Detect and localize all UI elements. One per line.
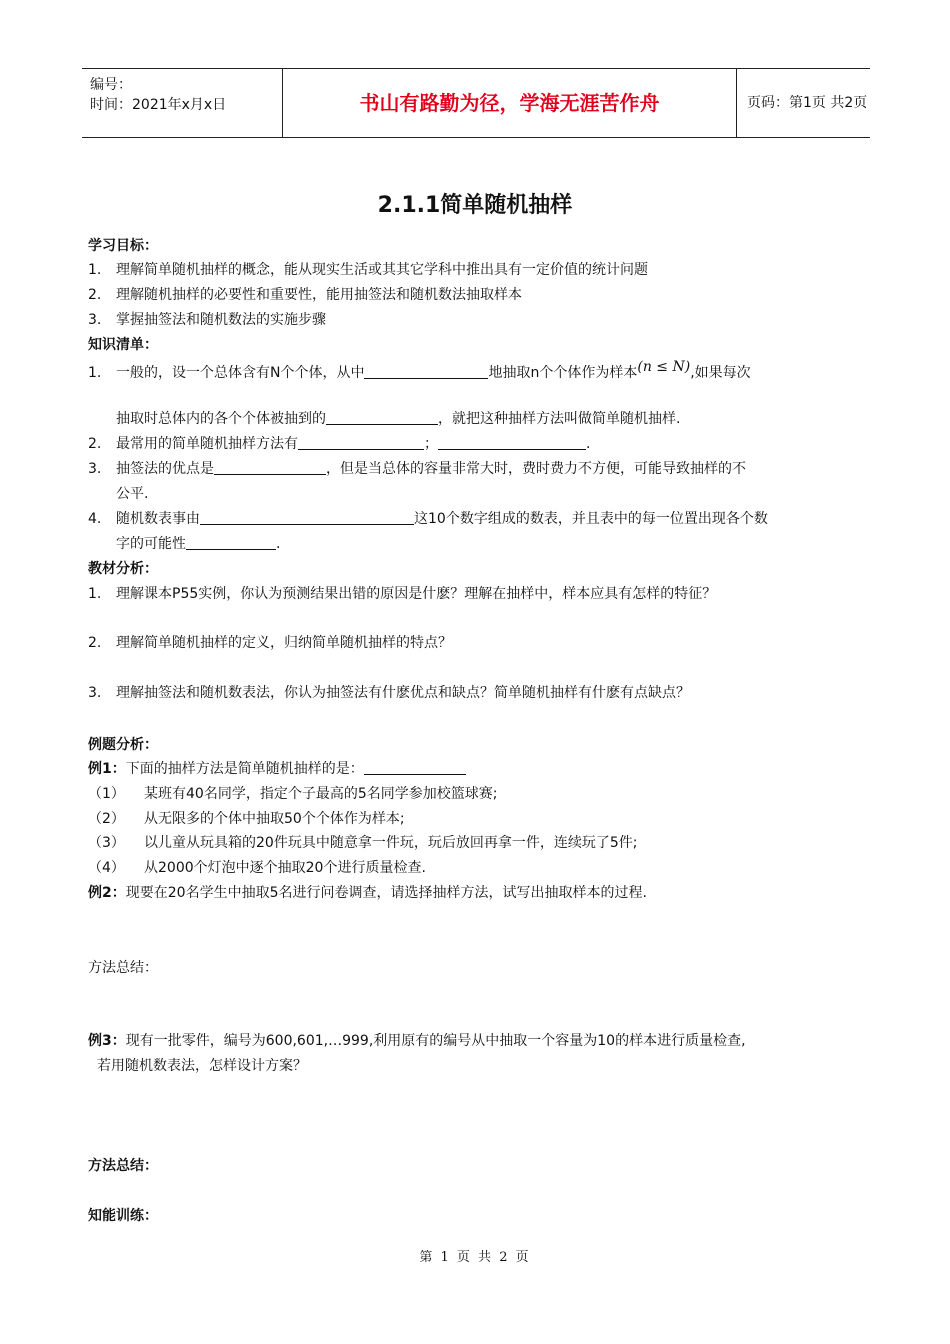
option-num: （3） [88, 835, 125, 851]
option-num: （1） [88, 786, 125, 802]
header-motto: 书山有路勤为径，学海无涯苦作舟 [282, 69, 737, 137]
method-summary: 方法总结： [88, 960, 158, 976]
knowledge-item-3-cont: 公平. [116, 486, 149, 502]
option-num: （4） [88, 860, 125, 876]
goal-item [88, 309, 326, 331]
analysis-item [88, 682, 690, 704]
fill-blank [438, 434, 586, 450]
date-label: 时间：2021年x月x日 [90, 97, 227, 113]
knowledge-text: 地抽取n个个体作为样本 [488, 365, 638, 381]
goal-item [88, 259, 648, 281]
fill-blank [298, 434, 424, 450]
document-title: 2.1.1简单随机抽样 [377, 193, 573, 218]
knowledge-num: 4. [88, 511, 102, 527]
knowledge-item-3 [88, 458, 746, 480]
goal-num: 3. [88, 312, 102, 328]
knowledge-text: 一般的，设一个总体含有N个个体，从中 [116, 365, 365, 381]
analysis-text: 理解简单随机抽样的定义，归纳简单随机抽样的特点？ [116, 635, 452, 651]
knowledge-item-1 [88, 359, 751, 384]
fill-blank [200, 509, 414, 525]
knowledge-num: 3. [88, 461, 102, 477]
example-label: 例1： [88, 761, 126, 777]
option-item [88, 832, 637, 854]
example-3 [88, 1030, 746, 1052]
analysis-text: 理解课本P55实例，你认为预测结果出错的原因是什麽？理解在抽样中，样本应具有怎样的特征？ [116, 586, 717, 602]
goal-text: 理解简单随机抽样的概念，能从现实生活或其其它学科中推出具有一定价值的统计问题 [116, 262, 648, 278]
knowledge-text: 抽取时总体内的各个个体被抽到的 [116, 411, 326, 427]
knowledge-text: . [276, 536, 281, 552]
example-label: 例2： [88, 885, 126, 901]
knowledge-text: ,如果每次 [690, 365, 751, 381]
knowledge-num: 2. [88, 436, 102, 452]
knowledge-item-4 [88, 508, 768, 530]
goal-num: 2. [88, 287, 102, 303]
example-1 [88, 758, 466, 780]
analysis-item [88, 583, 716, 605]
knowledge-text: ，就把这种抽样方法叫做简单随机抽样. [438, 411, 681, 427]
header-info-cell [82, 69, 282, 137]
option-text: 某班有40名同学，指定个子最高的5名同学参加校篮球赛; [144, 786, 498, 802]
knowledge-text: 随机数表事由 [116, 511, 200, 527]
analysis-heading: 教材分析： [88, 561, 158, 577]
method-summary-2: 方法总结： [88, 1158, 158, 1174]
analysis-text: 理解抽签法和随机数表法，你认为抽签法有什麽优点和缺点？简单随机抽样有什麽有点缺点？ [116, 685, 690, 701]
analysis-num: 2. [88, 635, 102, 651]
fill-blank [186, 534, 276, 550]
example-text: 现有一批零件，编号为600,601,…999,利用原有的编号从中抽取一个容量为10的样本进行质量检查, [125, 1033, 746, 1049]
example-text: 现要在20名学生中抽取5名进行问卷调查，请选择抽样方法，试写出抽取样本的过程. [125, 885, 647, 901]
analysis-num: 1. [88, 586, 102, 602]
example-2 [88, 882, 647, 904]
knowledge-heading: 知识清单： [88, 337, 158, 353]
example-3-cont: 若用随机数表法，怎样设计方案？ [97, 1058, 307, 1074]
goal-item [88, 284, 522, 306]
page-footer: 第 1 页 共 2 页 [419, 1250, 531, 1265]
option-text: 以儿童从玩具箱的20件玩具中随意拿一件玩，玩后放回再拿一件，连续玩了5件; [144, 835, 638, 851]
knowledge-item-2 [88, 433, 590, 455]
knowledge-text: 这10个数字组成的数表，并且表中的每一位置出现各个数 [414, 511, 768, 527]
example-label: 例3： [88, 1033, 126, 1049]
option-num: （2） [88, 811, 125, 827]
option-item [88, 857, 426, 879]
knowledge-item-1-cont [116, 408, 680, 430]
option-text: 从无限多的个体中抽取50个个体作为样本; [144, 811, 405, 827]
knowledge-text: . [586, 436, 591, 452]
examples-heading: 例题分析： [88, 737, 158, 753]
number-label: 编号： [90, 77, 132, 93]
goals-heading: 学习目标： [88, 238, 158, 254]
example-text: 下面的抽样方法是简单随机抽样的是： [125, 761, 364, 777]
analysis-num: 3. [88, 685, 102, 701]
analysis-item [88, 632, 452, 654]
fill-blank [326, 409, 438, 425]
training-heading: 知能训练： [88, 1208, 158, 1224]
option-item [88, 808, 405, 830]
goal-text: 理解随机抽样的必要性和重要性，能用抽签法和随机数法抽取样本 [116, 287, 522, 303]
fill-blank [364, 759, 466, 775]
math-expression: (n ≤ N) [637, 359, 691, 375]
goal-num: 1. [88, 262, 102, 278]
knowledge-text: ，但是当总体的容量非常大时，费时费力不方便，可能导致抽样的不 [326, 461, 746, 477]
header-page-label: 页码：第1页 共2页 [747, 95, 868, 111]
fill-blank [364, 363, 488, 379]
header-table [82, 68, 870, 138]
fill-blank [214, 459, 326, 475]
knowledge-text: 抽签法的优点是 [116, 461, 214, 477]
option-item [88, 783, 497, 805]
knowledge-num: 1. [88, 365, 102, 381]
goal-text: 掌握抽签法和随机数法的实施步骤 [116, 312, 326, 328]
knowledge-text: 最常用的简单随机抽样方法有 [116, 436, 298, 452]
option-text: 从2000个灯泡中逐个抽取20个进行质量检查. [144, 860, 426, 876]
knowledge-item-4-cont [116, 533, 280, 555]
knowledge-text: 字的可能性 [116, 536, 186, 552]
knowledge-text: ； [424, 436, 438, 452]
